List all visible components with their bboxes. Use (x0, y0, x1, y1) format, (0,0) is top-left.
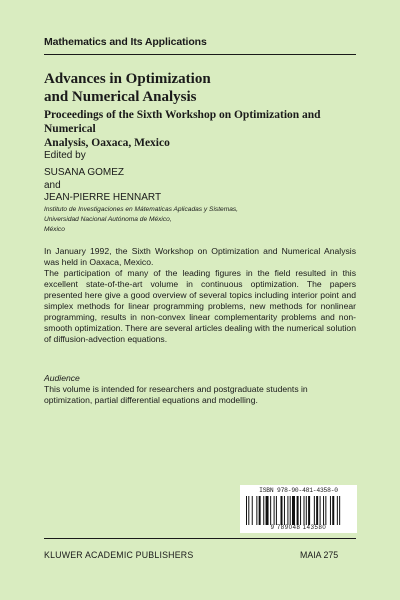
series-name: Mathematics and Its Applications (44, 36, 207, 48)
publisher-name: KLUWER ACADEMIC PUBLISHERS (44, 550, 194, 560)
barcode-stripe (248, 496, 249, 525)
institution-line: Universidad Nacional Autónoma de México, (44, 216, 172, 223)
barcode-stripe (284, 496, 285, 525)
barcode-stripe (290, 496, 291, 525)
barcode (240, 485, 357, 533)
audience-text: This volume is intended for researchers and postgraduate students in optimization, partial differential equations and modelling. (44, 384, 308, 405)
barcode-stripe (274, 496, 275, 525)
editors (44, 167, 161, 205)
barcode-stripe (287, 496, 288, 525)
barcode-stripe (246, 496, 247, 525)
book-title (44, 70, 364, 106)
barcode-stripe (263, 496, 264, 525)
top-divider (44, 54, 356, 55)
series-code: MAIA 275 (300, 550, 339, 560)
barcode-stripe (325, 496, 326, 525)
barcode-stripe (308, 496, 310, 525)
bottom-divider (44, 538, 356, 539)
subtitle-line: Proceedings of the Sixth Workshop on Optimization and Numerical (44, 109, 321, 135)
barcode-stripe (332, 496, 334, 525)
institution-line: Instituto de Investigaciones en Mátematicas Aplicadas y Sistemas, (44, 206, 239, 213)
barcode-stripe (337, 496, 338, 525)
barcode-digits: 9 789048 143580 (270, 525, 327, 531)
editor-name: JEAN-PIERRE HENNART (44, 192, 162, 203)
barcode-bars (246, 496, 351, 525)
barcode-stripe (314, 496, 315, 525)
audience-heading: Audience (44, 373, 80, 383)
description-paragraph: In January 1992, the Sixth Workshop on Optimization and Numerical Analysis was held in Oaxaca, Mexico. (44, 246, 356, 267)
barcode-stripe (259, 496, 261, 525)
barcode-stripe (281, 496, 283, 525)
title-line: and Numerical Analysis (44, 89, 197, 105)
isbn-label: ISBN 978-90-481-4358-0 (259, 487, 338, 494)
book-subtitle (44, 108, 364, 150)
description-paragraph: The participation of many of the leading figures in the field resulted in this excellent state-of-the-art volume in continuous optimization. The papers presented here give a good overview of several topics including interior point and simplex methods for linear programming problems, new methods for nonlinear programming, results in non-convex linear complementarity problems and non-smooth optimization. There are several articles dealing with the numerical solution of diffusion-advection equations. (44, 268, 356, 344)
barcode-stripe (266, 496, 269, 525)
title-line: Advances in Optimization (44, 71, 211, 87)
barcode-stripe (330, 496, 331, 525)
barcode-stripe (252, 496, 253, 525)
barcode-stripe (316, 496, 318, 525)
institution-line: México (44, 226, 65, 233)
institution (44, 205, 304, 235)
barcode-stripe (292, 496, 295, 525)
barcode-stripe (304, 496, 305, 525)
description (44, 246, 356, 345)
barcode-stripe (320, 496, 321, 525)
barcode-stripe (323, 496, 324, 525)
barcode-stripe (297, 496, 299, 525)
barcode-stripe (300, 496, 301, 525)
editor-conjunction: and (44, 179, 61, 191)
barcode-stripe (256, 496, 257, 525)
barcode-stripe (306, 496, 307, 525)
edited-by-label: Edited by (44, 150, 86, 161)
barcode-stripe (270, 496, 271, 525)
editor-name: SUSANA GOMEZ (44, 167, 125, 178)
subtitle-line: Analysis, Oaxaca, Mexico (44, 137, 170, 149)
barcode-stripe (339, 496, 340, 525)
barcode-stripe (276, 496, 277, 525)
